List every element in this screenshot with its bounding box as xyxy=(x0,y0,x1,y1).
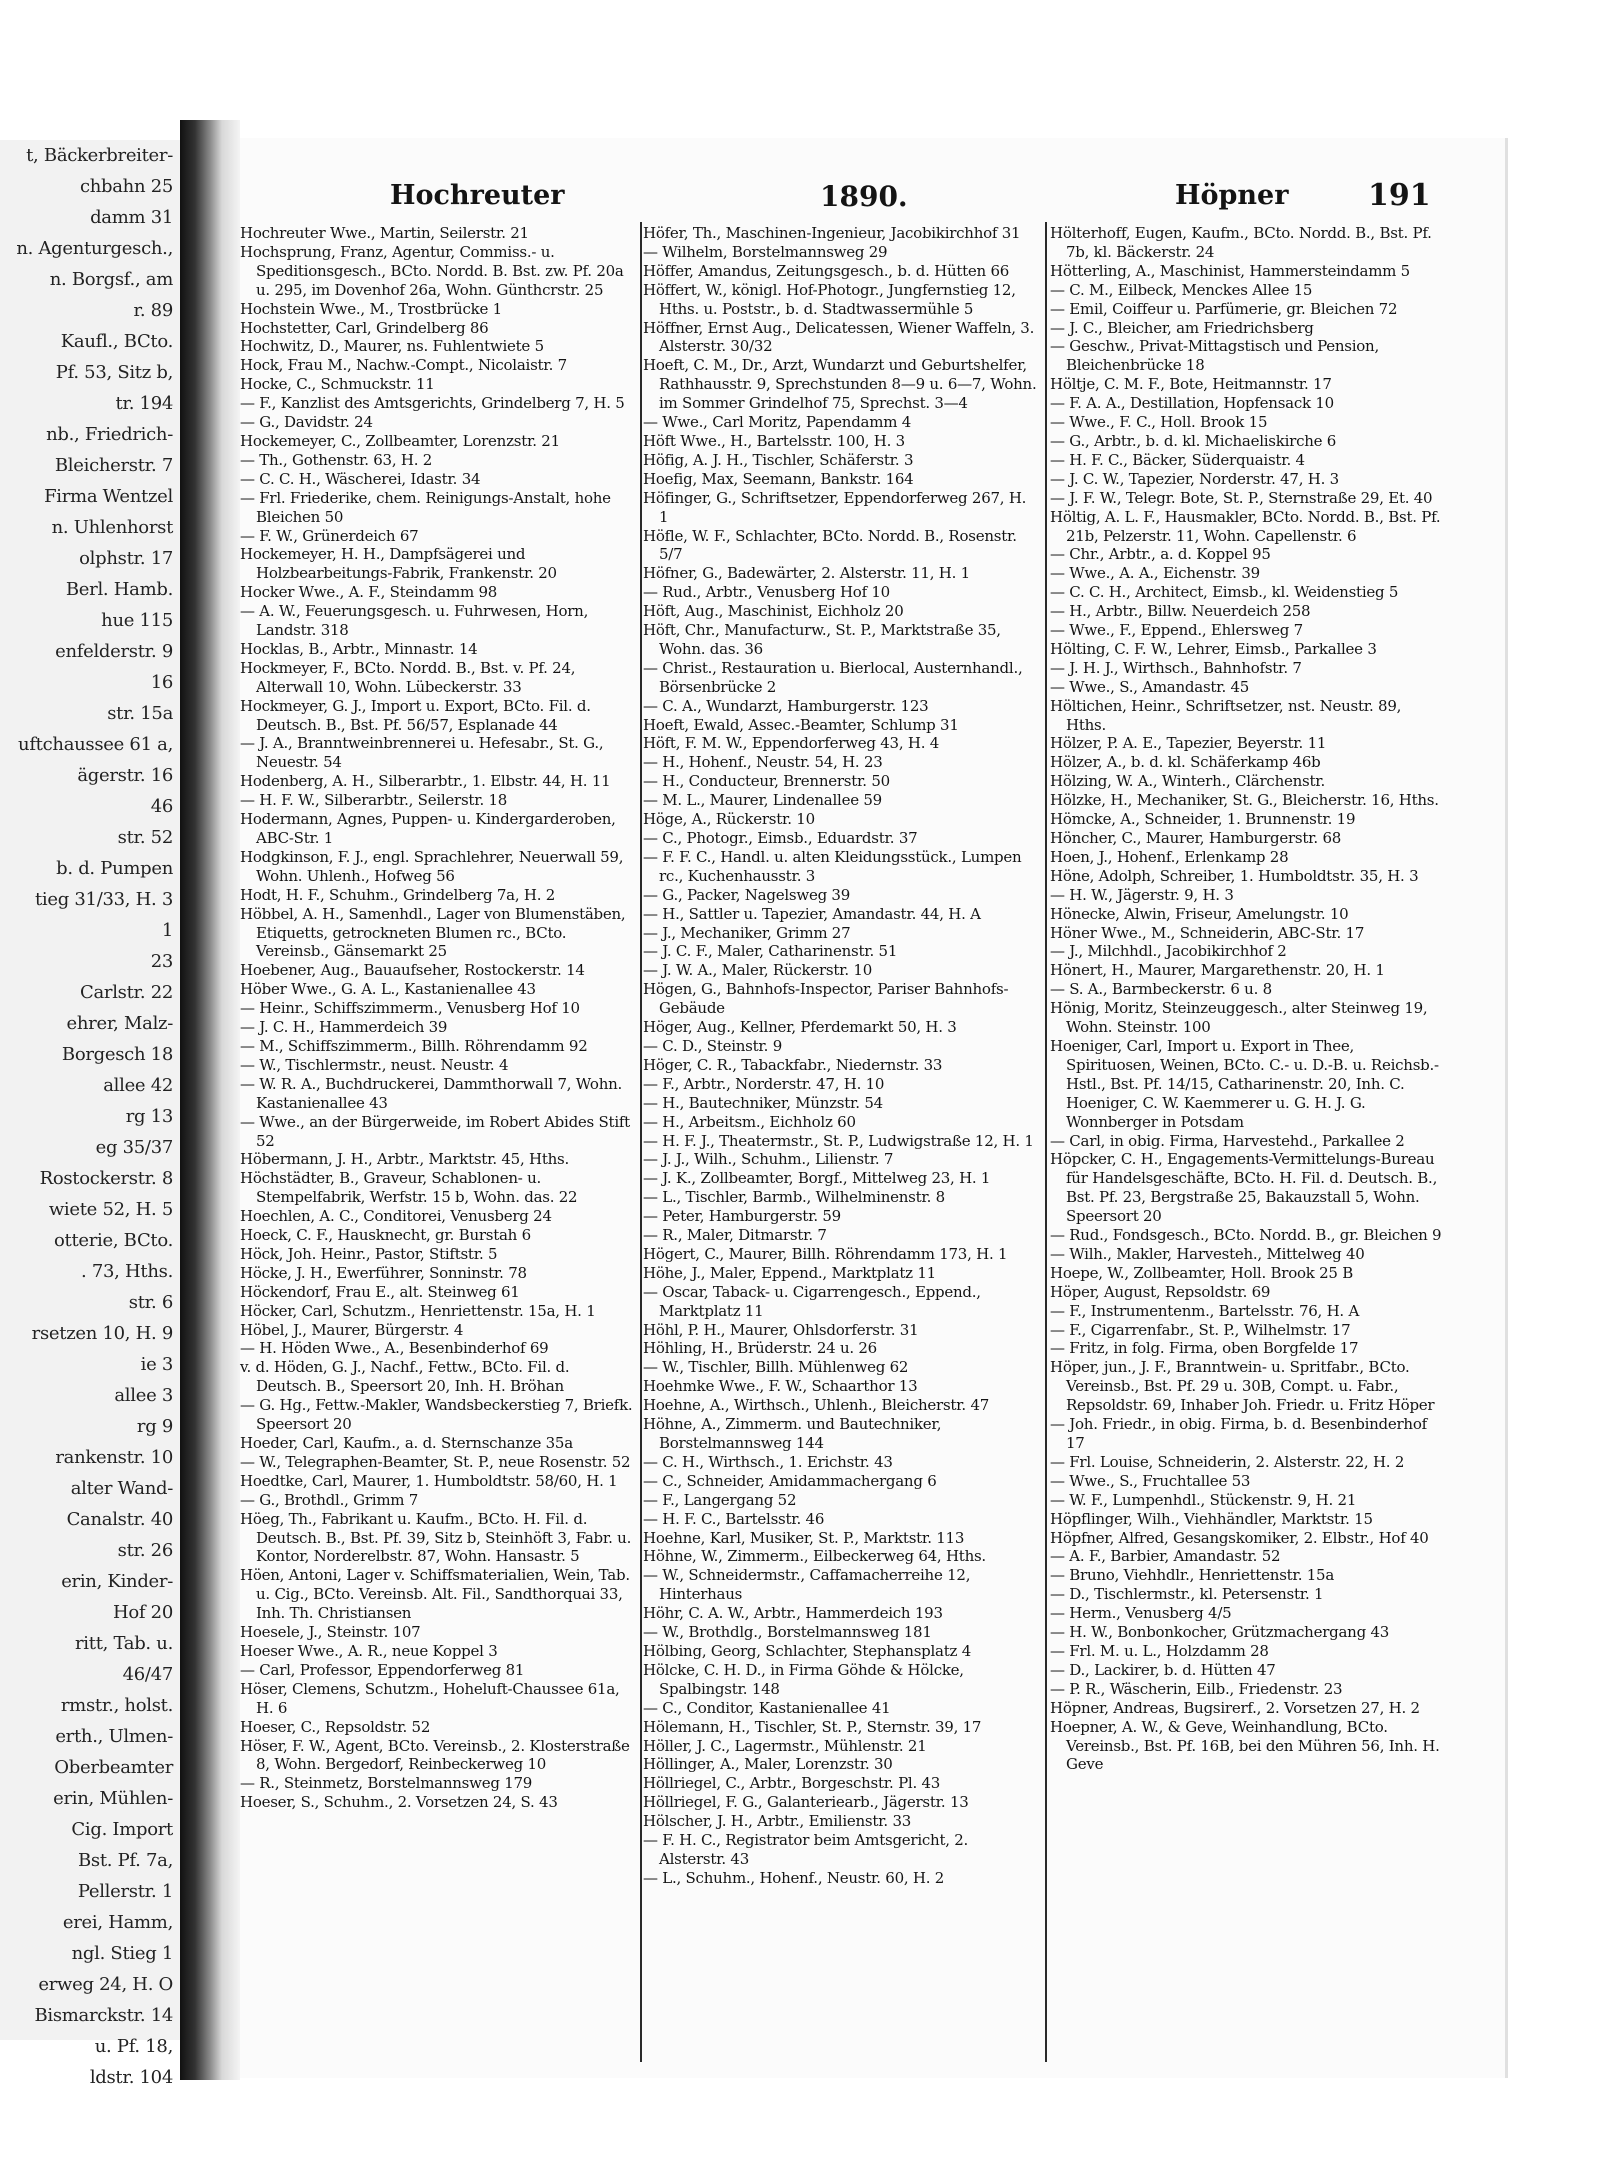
left-page-line: Cig. Import xyxy=(71,1819,173,1840)
directory-entry: — J., Mechaniker, Grimm 27 xyxy=(643,923,851,942)
left-page-line: 23 xyxy=(150,951,173,972)
directory-entry: Hölzer, A., b. d. kl. Schäferkamp 46b xyxy=(1050,753,1321,772)
directory-entry: Höcker, Carl, Schutzm., Henriettenstr. 15a, H. 1 xyxy=(240,1301,596,1320)
directory-entry: Hoeder, Carl, Kaufm., a. d. Sternschanze 35a xyxy=(240,1434,573,1452)
directory-entry: Höck, Joh. Heinr., Pastor, Stiftstr. 5 xyxy=(240,1244,498,1263)
directory-entry: Höpfner, Alfred, Gesangskomiker, 2. Elbstr., Hof 40 xyxy=(1050,1528,1429,1547)
left-page-line: str. 52 xyxy=(117,827,173,848)
directory-entry: Hoedtke, Carl, Maurer, 1. Humboldtstr. 58/60, H. 1 xyxy=(240,1471,618,1490)
left-page-line: erin, Mühlen- xyxy=(53,1788,173,1809)
directory-entry: Hönert, H., Maurer, Margarethenstr. 20, H. 1 xyxy=(1050,961,1385,980)
directory-entry: — Frl. Friederike, chem. Reinigungs-Anstalt, hohe Bleichen 50 xyxy=(240,488,611,526)
directory-entry: — C. C. H., Wäscherei, Idastr. 34 xyxy=(240,469,481,488)
directory-entry: — Wilh., Makler, Harvesteh., Mittelweg 40 xyxy=(1050,1244,1365,1263)
directory-entry: — Oscar, Taback- u. Cigarrengesch., Eppend., Marktplatz 11 xyxy=(643,1282,981,1320)
directory-entry: — L., Schuhm., Hohenf., Neustr. 60, H. 2 xyxy=(643,1868,945,1887)
directory-entry: — H., Sattler u. Tapezier, Amandastr. 44, H. A xyxy=(643,904,981,923)
directory-entry: Hömcke, A., Schneider, 1. Brunnenstr. 19 xyxy=(1050,810,1356,829)
left-page-line: . 73, Hths. xyxy=(81,1261,173,1282)
left-page-line: Pellerstr. 1 xyxy=(77,1881,173,1902)
directory-entry: Hochreuter Wwe., Martin, Seilerstr. 21 xyxy=(240,224,529,242)
column-divider xyxy=(640,222,642,2062)
directory-entry: — C. H., Wirthsch., 1. Erichstr. 43 xyxy=(643,1452,893,1471)
page-number: 191 xyxy=(1368,178,1431,213)
directory-entry: — H. F. J., Theatermstr., St. P., Ludwigstraße 12, H. 1 xyxy=(643,1131,1034,1150)
left-page-line: n. Borgsf., am xyxy=(49,269,173,290)
directory-entry: Höeg, Th., Fabrikant u. Kaufm., BCto. H. Fil. d. Deutsch. B., Bst. Pf. 39, Sitz b, Steinhöft 3, Fabr. u. Kontor, Norderelbstr. 87, Wohn. Hansastr. 5 xyxy=(240,1509,632,1566)
left-page-line: tr. 194 xyxy=(115,393,173,414)
left-page-line: Firma Wentzel xyxy=(44,486,173,507)
directory-entry: Höfle, W. F., Schlachter, BCto. Nordd. B., Rosenstr. 5/7 xyxy=(643,526,1017,564)
directory-entry: — J. C., Bleicher, am Friedrichsberg xyxy=(1050,318,1314,337)
directory-entry: Hodermann, Agnes, Puppen- u. Kindergarderoben, ABC-Str. 1 xyxy=(240,810,616,847)
directory-entry: — H., Arbtr., Billw. Neuerdeich 258 xyxy=(1050,602,1311,621)
directory-entry: — F., Kanzlist des Amtsgerichts, Grindelberg 7, H. 5 xyxy=(240,394,625,413)
left-page-line: rsetzen 10, H. 9 xyxy=(31,1323,173,1344)
directory-entry: — Emil, Coiffeur u. Parfümerie, gr. Bleichen 72 xyxy=(1050,299,1398,318)
directory-entry: Höfig, A. J. H., Tischler, Schäferstr. 3 xyxy=(643,450,914,469)
directory-entry: — C., Photogr., Eimsb., Eduardstr. 37 xyxy=(643,829,918,847)
directory-entry: Hölbing, Georg, Schlachter, Stephansplatz 4 xyxy=(643,1641,971,1660)
left-page-line: eg 35/37 xyxy=(95,1137,173,1158)
directory-entry: — Fritz, in folg. Firma, oben Borgfelde 17 xyxy=(1050,1339,1359,1358)
directory-entry: — A. F., Barbier, Amandastr. 52 xyxy=(1050,1547,1281,1566)
left-page-line: tieg 31/33, H. 3 xyxy=(35,889,173,910)
left-page-line: allee 42 xyxy=(103,1075,173,1096)
directory-entry: — W., Tischler, Billh. Mühlenweg 62 xyxy=(643,1358,909,1377)
directory-entry: — Wwe., A. A., Eichenstr. 39 xyxy=(1050,564,1260,583)
directory-entry: — R., Maler, Ditmarstr. 7 xyxy=(643,1226,827,1245)
left-page-line: Bst. Pf. 7a, xyxy=(77,1850,173,1871)
directory-entry: — W. R. A., Buchdruckerei, Dammthorwall 7, Wohn. Kastanienallee 43 xyxy=(240,1074,623,1112)
directory-entry: — Carl, Professor, Eppendorferweg 81 xyxy=(240,1660,525,1679)
left-page-line: u. Pf. 18, xyxy=(94,2036,173,2057)
directory-entry: — L., Tischler, Barmb., Wilhelminenstr. 8 xyxy=(643,1188,945,1207)
directory-entry: — F. W., Grünerdeich 67 xyxy=(240,526,419,545)
directory-entry: Hoeser Wwe., A. R., neue Koppel 3 xyxy=(240,1641,498,1660)
directory-entry: — Wwe., F. C., Holl. Brook 15 xyxy=(1050,413,1268,432)
directory-entry: Hölscher, J. H., Arbtr., Emilienstr. 33 xyxy=(643,1812,912,1831)
directory-entry: Hodt, H. F., Schuhm., Grindelberg 7a, H. 2 xyxy=(240,885,556,904)
directory-entry: — H., Hohenf., Neustr. 54, H. 23 xyxy=(643,753,883,772)
directory-entry: Hoeser, C., Repsoldstr. 52 xyxy=(240,1717,431,1736)
directory-entry: — C. M., Eilbeck, Menckes Allee 15 xyxy=(1050,280,1313,299)
directory-entry: Höge, A., Rückerstr. 10 xyxy=(643,810,815,829)
left-page-line: n. Agenturgesch., xyxy=(16,238,173,259)
directory-entry: — H. W., Bonbonkocher, Grützmachergang 43 xyxy=(1050,1623,1390,1642)
directory-entry: Hocklas, B., Arbtr., Minnastr. 14 xyxy=(240,639,478,658)
directory-entry: — C. A., Wundarzt, Hamburgerstr. 123 xyxy=(643,696,929,715)
directory-entry: Hoechlen, A. C., Conditorei, Venusberg 24 xyxy=(240,1207,552,1226)
directory-entry: Höper, jun., J. F., Branntwein- u. Spritfabr., BCto. Vereinsb., Bst. Pf. 29 u. 30B, Compt. u. Fabr., Repsoldstr. 69, Inhaber Joh. Friedr. u. Fritz Höper xyxy=(1050,1358,1435,1415)
directory-entry: Hölterhoff, Eugen, Kaufm., BCto. Nordd. B., Bst. Pf. 7b, kl. Bäckerstr. 24 xyxy=(1050,224,1432,261)
directory-entry: — F., Langergang 52 xyxy=(643,1490,797,1509)
directory-entry: Höllinger, A., Maler, Lorenzstr. 30 xyxy=(643,1755,893,1774)
left-page-line: ritt, Tab. u. xyxy=(75,1633,173,1654)
directory-entry: — Wwe., S., Fruchtallee 53 xyxy=(1050,1471,1251,1490)
left-page-line: rg 13 xyxy=(125,1106,173,1127)
directory-entry: Höller, J. C., Lagermstr., Mühlenstr. 21 xyxy=(643,1736,927,1755)
directory-entry: Hölting, C. F. W., Lehrer, Eimsb., Parkallee 3 xyxy=(1050,639,1377,658)
left-page-line: Carlstr. 22 xyxy=(79,982,173,1003)
directory-entry: Höffer, Amandus, Zeitungsgesch., b. d. Hütten 66 xyxy=(643,261,1010,280)
directory-entry: Hönecke, Alwin, Friseur, Amelungstr. 10 xyxy=(1050,904,1349,923)
directory-entry: Hölcke, C. H. D., in Firma Göhde & Hölcke, Spalbingstr. 148 xyxy=(643,1660,964,1698)
directory-entry: — H., Bautechniker, Münzstr. 54 xyxy=(643,1093,883,1112)
directory-entry: Höffner, Ernst Aug., Delicatessen, Wiener Waffeln, 3. Alsterstr. 30/32 xyxy=(643,318,1035,356)
left-page-line: ldstr. 104 xyxy=(89,2067,173,2088)
directory-entry: — Wwe., Carl Moritz, Papendamm 4 xyxy=(643,413,911,432)
directory-entry: — H. Höden Wwe., A., Besenbinderhof 69 xyxy=(240,1339,549,1358)
left-page-line: Rostockerstr. 8 xyxy=(39,1168,173,1189)
directory-entry: Hölzing, W. A., Winterh., Clärchenstr. xyxy=(1050,772,1326,791)
directory-entry: — Peter, Hamburgerstr. 59 xyxy=(643,1207,841,1226)
directory-entry: — H. W., Jägerstr. 9, H. 3 xyxy=(1050,885,1234,904)
left-page-line: erth., Ulmen- xyxy=(55,1726,173,1747)
directory-entry: Höfner, G., Badewärter, 2. Alsterstr. 11, H. 1 xyxy=(643,564,970,583)
directory-entry: — Frl. Louise, Schneiderin, 2. Alsterstr. 22, H. 2 xyxy=(1050,1452,1405,1471)
left-page-line: Bleicherstr. 7 xyxy=(54,455,173,476)
left-page-line: alter Wand- xyxy=(70,1478,173,1499)
left-page-line: Bismarckstr. 14 xyxy=(34,2005,173,2026)
directory-entry: — Geschw., Privat-Mittagstisch und Pension, Bleichenbrücke 18 xyxy=(1050,337,1379,375)
directory-entry: — W., Schneidermstr., Caffamacherreihe 12, Hinterhaus xyxy=(643,1566,971,1604)
directory-entry: — H. F. C., Bartelsstr. 46 xyxy=(643,1509,825,1528)
directory-entry: Höfer, Th., Maschinen-Ingenieur, Jacobikirchhof 31 xyxy=(643,224,1021,242)
directory-entry: — W., Brothdlg., Borstelmannsweg 181 xyxy=(643,1623,932,1642)
directory-entry: Hoeck, C. F., Hausknecht, gr. Burstah 6 xyxy=(240,1226,531,1245)
directory-entry: Hochstein Wwe., M., Trostbrücke 1 xyxy=(240,299,502,318)
directory-entry: — Wwe., S., Amandastr. 45 xyxy=(1050,677,1250,696)
left-page-line: rankenstr. 10 xyxy=(55,1447,173,1468)
directory-entry: — J. H. J., Wirthsch., Bahnhofstr. 7 xyxy=(1050,658,1302,677)
directory-entry: — D., Tischlermstr., kl. Petersenstr. 1 xyxy=(1050,1585,1324,1604)
directory-entry: Höpner, Andreas, Bugsirerf., 2. Vorsetzen 27, H. 2 xyxy=(1050,1698,1420,1717)
directory-entry: Höpflinger, Wilh., Viehhändler, Marktstr. 15 xyxy=(1050,1509,1373,1528)
left-page-line: 46/47 xyxy=(122,1664,173,1685)
directory-entry: — Chr., Arbtr., a. d. Koppel 95 xyxy=(1050,545,1271,564)
left-page-line: ngl. Stieg 1 xyxy=(71,1943,173,1964)
directory-entry: Höne, Adolph, Schreiber, 1. Humboldtstr. 35, H. 3 xyxy=(1050,866,1419,885)
directory-entry: Höltichen, Heinr., Schriftsetzer, nst. Neustr. 89, Hths. xyxy=(1050,696,1402,734)
directory-entry: — Bruno, Viehhdlr., Henriettenstr. 15a xyxy=(1050,1566,1335,1585)
left-page-line: erweg 24, H. O xyxy=(38,1974,173,1995)
directory-entry: — J. W. A., Maler, Rückerstr. 10 xyxy=(643,961,873,980)
directory-entry: Hoeniger, Carl, Import u. Export in Thee, Spirituosen, Weinen, BCto. C.- u. D.-B. u. Reichsb.-Hstl., Bst. Pf. 14/15, Catharinenstr. 20, Inh. C. Hoeniger, C. W. Kaemmerer u. G. H. J. G. Wonnberger in Potsdam xyxy=(1050,1036,1439,1131)
directory-entry: — A. W., Feuerungsgesch. u. Fuhrwesen, Horn, Landstr. 318 xyxy=(240,602,589,640)
directory-entry: — G. Hg., Fettw.-Makler, Wandsbeckerstieg 7, Briefk. Speersort 20 xyxy=(240,1396,633,1434)
directory-entry: — G., Brothdl., Grimm 7 xyxy=(240,1490,419,1509)
directory-entry: — Frl. M. u. L., Holzdamm 28 xyxy=(1050,1641,1269,1660)
directory-entry: Höbbel, A. H., Samenhdl., Lager von Blumenstäben, Etiquetts, getrockneten Blumen rc., BCto. Vereinsb., Gänsemarkt 25 xyxy=(240,904,626,961)
directory-entry: Höncher, C., Maurer, Hamburgerstr. 68 xyxy=(1050,829,1342,847)
directory-entry: Hoehne, Karl, Musiker, St. P., Marktstr. 113 xyxy=(643,1528,965,1547)
directory-entry: Hölzer, P. A. E., Tapezier, Beyerstr. 11 xyxy=(1050,734,1327,753)
directory-entry: Höft, Chr., Manufacturw., St. P., Marktstraße 35, Wohn. das. 36 xyxy=(643,621,1001,658)
directory-entry: Höger, Aug., Kellner, Pferdemarkt 50, H. 3 xyxy=(643,1018,957,1037)
left-page-line: nb., Friedrich- xyxy=(46,424,173,445)
directory-entry: — H. F. C., Bäcker, Süderquaistr. 4 xyxy=(1050,450,1305,469)
header-year: 1890. xyxy=(820,180,908,213)
directory-entry: Höger, C. R., Tabackfabr., Niedernstr. 33 xyxy=(643,1055,943,1074)
directory-entry: Hochsprung, Franz, Agentur, Commiss.- u. Speditionsgesch., BCto. Nordd. B. Bst. zw. Pf. 20a u. 295, im Dovenhof 26a, Wohn. Günthcrstr. 25 xyxy=(240,242,624,299)
directory-entry: Hoebener, Aug., Bauaufseher, Rostockerstr. 14 xyxy=(240,961,585,980)
directory-entry: — Wwe., an der Bürgerweide, im Robert Abides Stift 52 xyxy=(240,1112,630,1150)
left-page-line: Canalstr. 40 xyxy=(66,1509,173,1530)
directory-entry: — Heinr., Schiffszimmerm., Venusberg Hof 10 xyxy=(240,999,580,1018)
directory-entry: Höpcker, C. H., Engagements-Vermittelungs-Bureau für Handelsgeschäfte, BCto. H. Fil. d. Deutsch. B., Bst. Pf. 23, Bergstraße 25, Bakauzstall 5, Wohn. Speersort 20 xyxy=(1050,1150,1438,1226)
directory-entry: — J., Milchhdl., Jacobikirchhof 2 xyxy=(1050,942,1287,961)
directory-entry: Hocker Wwe., A. F., Steindamm 98 xyxy=(240,583,498,602)
directory-entry: — R., Steinmetz, Borstelmannsweg 179 xyxy=(240,1774,533,1793)
left-page-lines xyxy=(0,140,185,2093)
directory-entry: Hoehmke Wwe., F. W., Schaarthor 13 xyxy=(643,1377,918,1396)
directory-entry: Hoefig, Max, Seemann, Bankstr. 164 xyxy=(643,469,914,488)
directory-entry: — Carl, in obig. Firma, Harvestehd., Parkallee 2 xyxy=(1050,1131,1405,1150)
directory-entry: Hötterling, A., Maschinist, Hammersteindamm 5 xyxy=(1050,261,1410,280)
directory-entry: Höltig, A. L. F., Hausmakler, BCto. Nordd. B., Bst. Pf. 21b, Pelzerstr. 11, Wohn. Capellenstr. 6 xyxy=(1050,507,1441,545)
column-2 xyxy=(643,224,1038,2054)
directory-entry: — F., Arbtr., Norderstr. 47, H. 10 xyxy=(643,1074,885,1093)
directory-entry: Högen, G., Bahnhofs-Inspector, Pariser Bahnhofs-Gebäude xyxy=(643,980,1009,1018)
left-page-line: hue 115 xyxy=(101,610,173,631)
directory-entry: — H. F. W., Silberarbtr., Seilerstr. 18 xyxy=(240,791,508,810)
left-page-line: str. 6 xyxy=(128,1292,173,1313)
directory-entry: v. d. Höden, G. J., Nachf., Fettw., BCto. Fil. d. Deutsch. B., Speersort 20, Inh. H. Bröhan xyxy=(240,1358,570,1396)
directory-entry: — F. H. C., Registrator beim Amtsgericht, 2. Alsterstr. 43 xyxy=(643,1831,969,1868)
directory-entry: — F. A. A., Destillation, Hopfensack 10 xyxy=(1050,394,1334,413)
directory-entry: Höbermann, J. H., Arbtr., Marktstr. 45, Hths. xyxy=(240,1150,569,1169)
left-page-line: uftchaussee 61 a, xyxy=(18,734,173,755)
directory-entry: — Wwe., F., Eppend., Ehlersweg 7 xyxy=(1050,621,1303,640)
left-page-line: ägerstr. 16 xyxy=(77,765,173,786)
directory-entry: Höchstädter, B., Graveur, Schablonen- u. Stempelfabrik, Werfstr. 15 b, Wohn. das. 22 xyxy=(240,1169,578,1207)
left-page-line: t, Bäckerbreiter- xyxy=(26,145,173,166)
directory-entry: Höhr, C. A. W., Arbtr., Hammerdeich 193 xyxy=(643,1604,943,1623)
directory-entry: Höser, Clemens, Schutzm., Hoheluft-Chaussee 61a, H. 6 xyxy=(240,1679,620,1717)
directory-entry: — Rud., Arbtr., Venusberg Hof 10 xyxy=(643,583,890,602)
directory-entry: — M., Schiffszimmerm., Billh. Röhrendamm 92 xyxy=(240,1036,588,1055)
directory-entry: Höltje, C. M. F., Bote, Heitmannstr. 17 xyxy=(1050,375,1332,394)
directory-entry: — G., Packer, Nagelsweg 39 xyxy=(643,885,851,904)
directory-entry: — D., Lackirer, b. d. Hütten 47 xyxy=(1050,1660,1276,1679)
directory-entry: — Christ., Restauration u. Bierlocal, Austernhandl., Börsenbrücke 2 xyxy=(643,658,1023,696)
directory-entry: Hoeser, S., Schuhm., 2. Vorsetzen 24, S. 43 xyxy=(240,1793,558,1812)
directory-entry: — W. F., Lumpenhdl., Stückenstr. 9, H. 21 xyxy=(1050,1490,1357,1509)
directory-entry: — C., Conditor, Kastanienallee 41 xyxy=(643,1698,891,1717)
left-page-line: 1 xyxy=(161,920,173,941)
left-page-line: Hof 20 xyxy=(112,1602,173,1623)
directory-entry: Hoesele, J., Steinstr. 107 xyxy=(240,1623,421,1642)
directory-entry: Höcke, J. H., Ewerführer, Sonninstr. 78 xyxy=(240,1263,527,1282)
directory-entry: — J. F. W., Telegr. Bote, St. P., Sternstraße 29, Et. 40 xyxy=(1050,488,1433,507)
header-last-name: Höpner xyxy=(1175,180,1289,211)
directory-entry: Högert, C., Maurer, Billh. Röhrendamm 173, H. 1 xyxy=(643,1244,1008,1263)
directory-entry: Höft Wwe., H., Bartelsstr. 100, H. 3 xyxy=(643,431,905,450)
directory-entry: Hocke, C., Schmuckstr. 11 xyxy=(240,375,435,394)
left-page-line: rmstr., holst. xyxy=(60,1695,173,1716)
left-page-line: erin, Kinder- xyxy=(61,1571,173,1592)
directory-entry: Höhne, W., Zimmerm., Eilbeckerweg 64, Hths. xyxy=(643,1547,986,1566)
directory-entry: Hoeft, Ewald, Assec.-Beamter, Schlump 31 xyxy=(643,715,959,734)
column-1 xyxy=(240,224,635,2054)
left-page-line: Pf. 53, Sitz b, xyxy=(55,362,173,383)
left-page-line: damm 31 xyxy=(90,207,173,228)
left-page-line: n. Uhlenhorst xyxy=(51,517,173,538)
directory-entry: Höllriegel, F. G., Galanteriearb., Jägerstr. 13 xyxy=(643,1793,969,1812)
left-page-line: allee 3 xyxy=(114,1385,173,1406)
header-first-name: Hochreuter xyxy=(390,180,565,211)
directory-entry: — G., Arbtr., b. d. kl. Michaeliskirche 6 xyxy=(1050,431,1337,450)
left-page-line: olphstr. 17 xyxy=(79,548,173,569)
directory-entry: Hoeft, C. M., Dr., Arzt, Wundarzt und Geburtshelfer, Rathhausstr. 9, Sprechstunden 8—9 u. 6—7, Wohn. im Sommer Grindelhof 75, Sprechst. 3—4 xyxy=(643,356,1037,413)
directory-entry: Höbel, J., Maurer, Bürgerstr. 4 xyxy=(240,1320,464,1339)
directory-entry: Höhne, A., Zimmerm. und Bautechniker, Borstelmannsweg 144 xyxy=(643,1415,942,1452)
directory-entry: Höhling, H., Brüderstr. 24 u. 26 xyxy=(643,1339,877,1358)
directory-entry: Höber Wwe., G. A. L., Kastanienallee 43 xyxy=(240,980,536,999)
directory-entry: — Herm., Venusberg 4/5 xyxy=(1050,1604,1232,1623)
directory-entry: Höllriegel, C., Arbtr., Borgeschstr. Pl. 43 xyxy=(643,1774,941,1793)
directory-entry: Hochwitz, D., Maurer, ns. Fuhlentwiete 5 xyxy=(240,337,544,356)
directory-entry: — H., Conducteur, Brennerstr. 50 xyxy=(643,772,890,791)
left-page-line: enfelderstr. 9 xyxy=(55,641,173,662)
directory-entry: Hoepe, W., Zollbeamter, Holl. Brook 25 B xyxy=(1050,1263,1353,1282)
directory-entry: Höckendorf, Frau E., alt. Steinweg 61 xyxy=(240,1282,520,1301)
directory-entry: Hoen, J., Hohenf., Erlenkamp 28 xyxy=(1050,847,1289,866)
page-header xyxy=(240,138,1505,213)
directory-entry: — J. K., Zollbeamter, Borgf., Mittelweg 23, H. 1 xyxy=(643,1169,991,1188)
directory-entry: Höfinger, G., Schriftsetzer, Eppendorferweg 267, H. 1 xyxy=(643,488,1027,526)
directory-entry: Höser, F. W., Agent, BCto. Vereinsb., 2. Klosterstraße 8, Wohn. Bergedorf, Reinbeckerweg 10 xyxy=(240,1736,630,1774)
left-page-line: r. 89 xyxy=(133,300,173,321)
directory-entry: — Wilhelm, Borstelmannsweg 29 xyxy=(643,242,888,261)
directory-entry: Hockmeyer, F., BCto. Nordd. B., Bst. v. Pf. 24, Alterwall 10, Wohn. Lübeckerstr. 33 xyxy=(240,658,576,696)
left-page-line: str. 26 xyxy=(117,1540,173,1561)
directory-entry: — Rud., Fondsgesch., BCto. Nordd. B., gr. Bleichen 9 xyxy=(1050,1226,1442,1245)
left-page-line: ehrer, Malz- xyxy=(66,1013,173,1034)
left-page-line: Berl. Hamb. xyxy=(65,579,173,600)
directory-entry: Hölzke, H., Mechaniker, St. G., Bleicherstr. 16, Hths. xyxy=(1050,791,1439,810)
directory-entry: Hönig, Moritz, Steinzeuggesch., alter Steinweg 19, Wohn. Steinstr. 100 xyxy=(1050,999,1428,1037)
directory-entry: — J. A., Branntweinbrennerei u. Hefesabr., St. G., Neuestr. 54 xyxy=(240,734,604,772)
directory-entry: — W., Tischlermstr., neust. Neustr. 4 xyxy=(240,1055,509,1074)
directory-entry: Höhe, J., Maler, Eppend., Marktplatz 11 xyxy=(643,1263,936,1282)
column-3 xyxy=(1050,224,1445,2054)
directory-entry: — Th., Gothenstr. 63, H. 2 xyxy=(240,450,433,469)
directory-entry: — W., Telegraphen-Beamter, St. P., neue Rosenstr. 52 xyxy=(240,1452,631,1471)
directory-entry: — F. F. C., Handl. u. alten Kleidungsstück., Lumpen rc., Kuchenhausstr. 3 xyxy=(643,847,1022,885)
directory-entry: — F., Instrumentenm., Bartelsstr. 76, H. A xyxy=(1050,1301,1360,1320)
left-page-line: 46 xyxy=(150,796,173,817)
directory-entry: Höft, F. M. W., Eppendorferweg 43, H. 4 xyxy=(643,734,940,753)
directory-entry: — H., Arbeitsm., Eichholz 60 xyxy=(643,1112,856,1131)
directory-entry: — J. J., Wilh., Schuhm., Lilienstr. 7 xyxy=(643,1150,894,1169)
left-page-line: erei, Hamm, xyxy=(62,1912,173,1933)
directory-entry: — M. L., Maurer, Lindenallee 59 xyxy=(643,791,882,810)
directory-entry: Hoehne, A., Wirthsch., Uhlenh., Bleicherstr. 47 xyxy=(643,1396,990,1415)
left-page-line: Kaufl., BCto. xyxy=(60,331,173,352)
directory-entry: — S. A., Barmbeckerstr. 6 u. 8 xyxy=(1050,980,1272,999)
directory-entry: — P. R., Wäscherin, Eilb., Friedenstr. 23 xyxy=(1050,1679,1343,1698)
left-page-line: str. 15a xyxy=(107,703,173,724)
left-page-line: 16 xyxy=(150,672,173,693)
directory-entry: Hochstetter, Carl, Grindelberg 86 xyxy=(240,318,489,337)
directory-entry: — J. C. H., Hammerdeich 39 xyxy=(240,1018,448,1037)
directory-entry: Höner Wwe., M., Schneiderin, ABC-Str. 17 xyxy=(1050,923,1365,942)
directory-entry: Höen, Antoni, Lager v. Schiffsmaterialien, Wein, Tab. u. Cig., BCto. Vereinsb. Alt. Fil., Sandthorquai 33, Inh. Th. Christiansen xyxy=(240,1566,630,1623)
directory-entry: Hölemann, H., Tischler, St. P., Sternstr. 39, 17 xyxy=(643,1717,982,1736)
directory-entry: Hock, Frau M., Nachw.-Compt., Nicolaistr. 7 xyxy=(240,356,567,375)
directory-entry: — Joh. Friedr., in obig. Firma, b. d. Besenbinderhof 17 xyxy=(1050,1415,1427,1452)
directory-entry: Hodgkinson, F. J., engl. Sprachlehrer, Neuerwall 59, Wohn. Uhlenh., Hofweg 56 xyxy=(240,847,624,885)
directory-entry: — C., Schneider, Amidammachergang 6 xyxy=(643,1471,937,1490)
book-gutter xyxy=(180,120,240,2080)
directory-entry: Hodenberg, A. H., Silberarbtr., 1. Elbstr. 44, H. 11 xyxy=(240,772,611,791)
directory-entry: Hockmeyer, G. J., Import u. Export, BCto. Fil. d. Deutsch. B., Bst. Pf. 56/57, Esplanade 44 xyxy=(240,696,591,734)
directory-page xyxy=(240,138,1508,2078)
directory-entry: Höhl, P. H., Maurer, Ohlsdorferstr. 31 xyxy=(643,1320,919,1339)
directory-entry: Höft, Aug., Maschinist, Eichholz 20 xyxy=(643,602,904,621)
directory-entry: — C. D., Steinstr. 9 xyxy=(643,1036,783,1055)
directory-entry: — J. C. W., Tapezier, Norderstr. 47, H. 3 xyxy=(1050,469,1339,488)
directory-entry: Hoepner, A. W., & Geve, Weinhandlung, BCto. Vereinsb., Bst. Pf. 16B, bei den Mühren 56, Inh. H. Geve xyxy=(1050,1717,1440,1774)
left-page-line: chbahn 25 xyxy=(79,176,173,197)
left-page-line: Borgesch 18 xyxy=(61,1044,173,1065)
directory-entry: — J. C. F., Maler, Catharinenstr. 51 xyxy=(643,942,898,961)
left-page-fragment xyxy=(0,140,185,2088)
directory-entry: — G., Davidstr. 24 xyxy=(240,413,373,432)
left-page-line: wiete 52, H. 5 xyxy=(48,1199,173,1220)
directory-entry: Höper, August, Repsoldstr. 69 xyxy=(1050,1282,1271,1301)
directory-entry: Höffert, W., königl. Hof-Photogr., Jungfernstieg 12, Hths. u. Poststr., b. d. Stadtwassermühle 5 xyxy=(643,280,1016,318)
directory-entry: Hockemeyer, H. H., Dampfsägerei und Holzbearbeitungs-Fabrik, Frankenstr. 20 xyxy=(240,545,557,583)
left-page-line: otterie, BCto. xyxy=(53,1230,173,1251)
directory-entry: — F., Cigarrenfabr., St. P., Wilhelmstr. 17 xyxy=(1050,1320,1351,1339)
directory-entry: Hockemeyer, C., Zollbeamter, Lorenzstr. 21 xyxy=(240,431,560,450)
directory-entry: — C. C. H., Architect, Eimsb., kl. Weidenstieg 5 xyxy=(1050,583,1399,602)
left-page-line: rg 9 xyxy=(136,1416,173,1437)
left-page-line: b. d. Pumpen xyxy=(56,858,173,879)
left-page-line: ie 3 xyxy=(140,1354,173,1375)
left-page-line: Oberbeamter xyxy=(54,1757,173,1778)
column-divider xyxy=(1045,222,1047,2062)
